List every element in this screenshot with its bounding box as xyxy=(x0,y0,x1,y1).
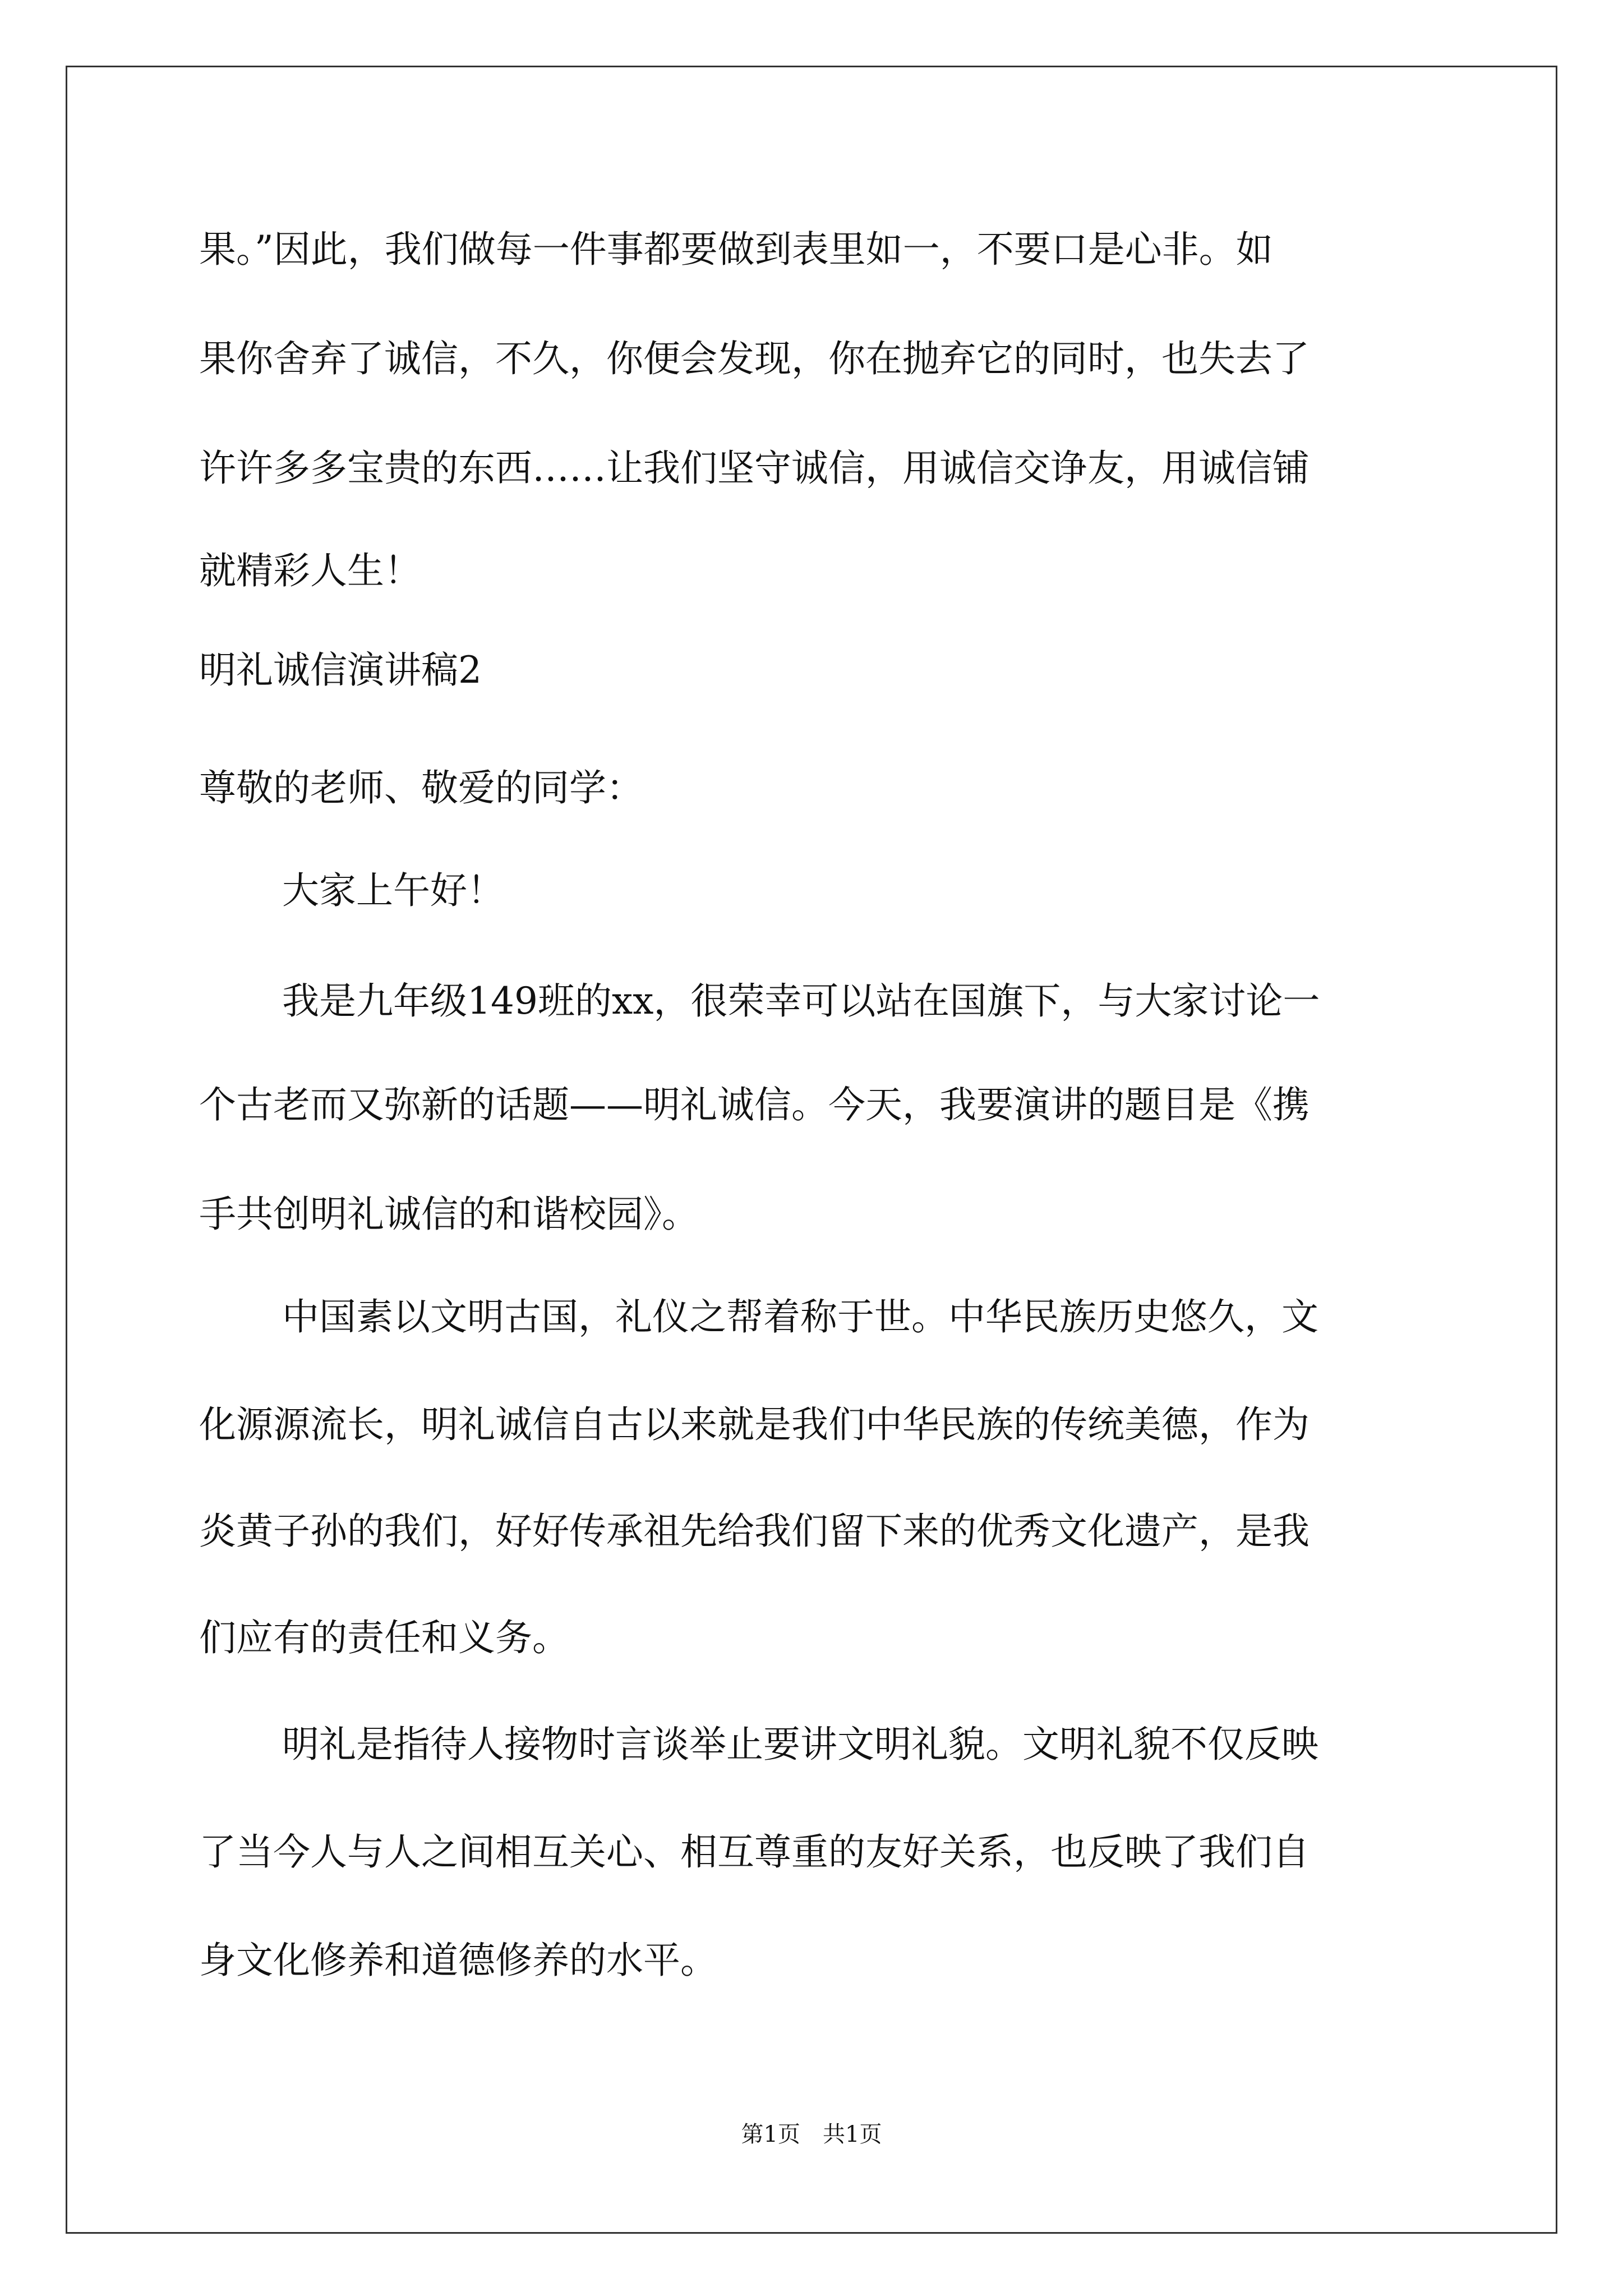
text-line: 许许多多宝贵的东西……让我们坚守诚信，用诚信交诤友，用诚信铺 xyxy=(199,447,1310,490)
text-line: 化源源流长，明礼诚信自古以来就是我们中华民族的传统美德，作为 xyxy=(199,1403,1310,1446)
text-line: 手共创明礼诚信的和谐校园》。 xyxy=(199,1193,699,1236)
text-line: 就精彩人生！ xyxy=(199,549,421,592)
text-line: 果你舍弃了诚信，不久，你便会发现，你在抛弃它的同时，也失去了 xyxy=(199,337,1310,380)
text-line: 我是九年级149班的xx，很荣幸可以站在国旗下，与大家讨论一 xyxy=(282,979,1320,1023)
text-line: 炎黄子孙的我们，好好传承祖先给我们留下来的优秀文化遗产，是我 xyxy=(199,1510,1310,1553)
text-line: 明礼是指待人接物时言谈举止要讲文明礼貌。文明礼貌不仅反映 xyxy=(282,1723,1318,1766)
text-line: 了当今人与人之间相互关心、相互尊重的友好关系，也反映了我们自 xyxy=(199,1830,1310,1874)
text-line: 中国素以文明古国，礼仪之帮着称于世。中华民族历史悠久，文 xyxy=(282,1295,1318,1338)
text-line: 果。”因此，我们做每一件事都要做到表里如一，不要口是心非。如 xyxy=(199,228,1273,271)
text-line: 们应有的责任和义务。 xyxy=(199,1616,569,1659)
page-footer: 第1页 共1页 xyxy=(741,2122,882,2147)
section-heading: 明礼诚信演讲稿2 xyxy=(199,648,482,692)
text-line: 身文化修养和道德修养的水平。 xyxy=(199,1939,717,1982)
text-line: 个古老而又弥新的话题——明礼诚信。今天，我要演讲的题目是《携 xyxy=(199,1083,1310,1126)
salutation: 尊敬的老师、敬爱的同学： xyxy=(199,766,643,809)
greeting: 大家上午好！ xyxy=(282,869,504,912)
page-border xyxy=(66,66,1557,2234)
